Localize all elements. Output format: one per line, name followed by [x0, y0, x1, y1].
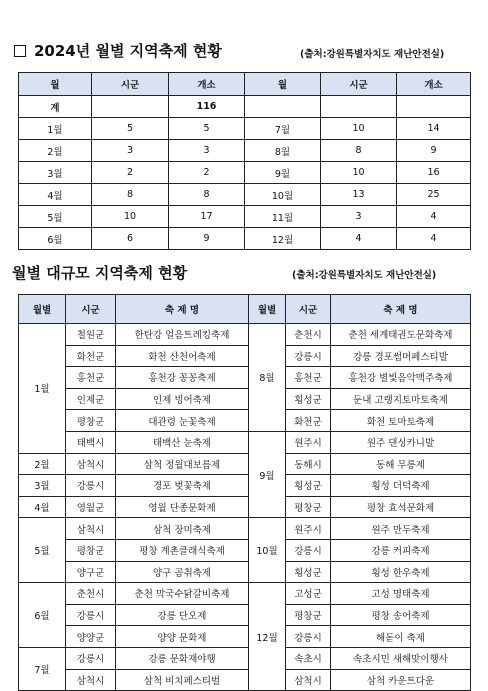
col-header: 축 제 명 [116, 295, 249, 324]
cell: 25 [397, 184, 471, 206]
col-header: 월별 [19, 295, 66, 324]
festival-cell: 평창 효석문화제 [331, 496, 471, 518]
monthly-festival-count-table [18, 72, 471, 250]
table-row [19, 324, 471, 346]
city-cell: 속초시 [286, 647, 331, 669]
cell [397, 96, 471, 118]
cell: 3 [169, 140, 245, 162]
source-note: (출처:강원특별자치도 재난안전실) [292, 270, 437, 281]
table-row [19, 604, 471, 626]
city-cell: 평창군 [286, 604, 331, 626]
city-cell: 양양군 [66, 626, 116, 648]
table-header-row [19, 73, 471, 96]
cell: 10 [92, 206, 169, 228]
festival-cell: 인제 빙어축제 [116, 388, 249, 410]
city-cell: 철원군 [66, 324, 116, 346]
festival-cell: 홍천강 별빛음악맥주축제 [331, 367, 471, 389]
title-text: 2024년 월별 지역축제 현황 [34, 42, 222, 60]
table-row [19, 345, 471, 367]
city-cell: 평창군 [66, 410, 116, 432]
city-cell: 강릉시 [66, 647, 116, 669]
month-cell: 5월 [19, 518, 66, 583]
city-cell: 강릉시 [286, 345, 331, 367]
cell [321, 96, 397, 118]
cell: 6 [92, 228, 169, 250]
col-header: 개소 [397, 73, 471, 96]
cell: 11월 [245, 206, 321, 228]
festival-cell: 대관령 눈꽃축제 [116, 410, 249, 432]
col-header: 시군 [321, 73, 397, 96]
city-cell: 횡성군 [286, 388, 331, 410]
cell: 2 [92, 162, 169, 184]
month-cell: 10월 [249, 518, 286, 583]
city-cell: 인제군 [66, 388, 116, 410]
festival-cell: 고성 명태축제 [331, 583, 471, 605]
festival-cell: 태백산 눈축제 [116, 431, 249, 453]
city-cell: 삼척시 [66, 518, 116, 540]
col-header: 월별 [249, 295, 286, 324]
col-header: 축 제 명 [331, 295, 471, 324]
table-row [19, 475, 471, 497]
city-cell: 강릉시 [286, 539, 331, 561]
month-cell: 12월 [249, 583, 286, 691]
cell: 3월 [19, 162, 92, 184]
cell: 6월 [19, 228, 92, 250]
total-row [19, 96, 471, 118]
table-row [19, 118, 471, 140]
festival-cell: 횡성 한우축제 [331, 561, 471, 583]
city-cell: 영월군 [66, 496, 116, 518]
table-row [19, 626, 471, 648]
festival-cell: 화천 산천어축제 [116, 345, 249, 367]
festival-cell: 삼척 카운트다운 [331, 669, 471, 691]
cell: 13 [321, 184, 397, 206]
city-cell: 고성군 [286, 583, 331, 605]
festival-cell: 강릉 커피축제 [331, 539, 471, 561]
city-cell: 화천군 [66, 345, 116, 367]
festival-cell: 한탄강 얼음트레킹축제 [116, 324, 249, 346]
month-cell: 2월 [19, 453, 66, 475]
cell: 2 [169, 162, 245, 184]
large-festival-table [18, 294, 471, 691]
cell: 8 [92, 184, 169, 206]
cell: 14 [397, 118, 471, 140]
table-row [19, 140, 471, 162]
cell [92, 96, 169, 118]
cell: 3 [92, 140, 169, 162]
festival-cell: 횡성 더덕축제 [331, 475, 471, 497]
cell: 8월 [245, 140, 321, 162]
source-note: (출처:강원특별자치도 재난안전실) [300, 49, 445, 60]
cell: 9월 [245, 162, 321, 184]
city-cell: 강릉시 [66, 475, 116, 497]
festival-cell: 강릉 문화재야행 [116, 647, 249, 669]
festival-cell: 속초시민 새해맞이행사 [331, 647, 471, 669]
festival-cell: 삼척 정월대보름제 [116, 453, 249, 475]
cell: 9 [397, 140, 471, 162]
cell [245, 96, 321, 118]
cell: 8 [321, 140, 397, 162]
festival-cell: 강릉 경포썸머페스티발 [331, 345, 471, 367]
festival-cell: 동해 무릉제 [331, 453, 471, 475]
cell: 7월 [245, 118, 321, 140]
cell: 2월 [19, 140, 92, 162]
festival-cell: 경포 벚꽃축제 [116, 475, 249, 497]
festival-cell: 춘천 세계태권도문화축제 [331, 324, 471, 346]
col-header: 월 [245, 73, 321, 96]
cell: 4 [397, 228, 471, 250]
festival-cell: 평창 송어축제 [331, 604, 471, 626]
city-cell: 삼척시 [66, 453, 116, 475]
festival-cell: 영월 단종문화제 [116, 496, 249, 518]
festival-cell: 강릉 단오제 [116, 604, 249, 626]
col-header: 시군 [286, 295, 331, 324]
month-cell: 6월 [19, 583, 66, 648]
table-row [19, 206, 471, 228]
month-cell: 4월 [19, 496, 66, 518]
table-row [19, 184, 471, 206]
month-cell: 1월 [19, 324, 66, 454]
cell: 1월 [19, 118, 92, 140]
city-cell: 삼척시 [66, 669, 116, 691]
festival-cell: 삼척 장미축제 [116, 518, 249, 540]
festival-cell: 화천 토마토축제 [331, 410, 471, 432]
col-header: 개소 [169, 73, 245, 96]
city-cell: 양구군 [66, 561, 116, 583]
table-row [19, 561, 471, 583]
month-cell: 9월 [249, 431, 286, 517]
cell: 4 [321, 228, 397, 250]
cell: 10 [321, 118, 397, 140]
city-cell: 동해시 [286, 453, 331, 475]
festival-cell: 해돋이 축제 [331, 626, 471, 648]
col-header: 시군 [66, 295, 116, 324]
cell: 10 [321, 162, 397, 184]
city-cell: 홍천군 [66, 367, 116, 389]
city-cell: 홍천군 [286, 367, 331, 389]
city-cell: 평창군 [66, 539, 116, 561]
cell: 5월 [19, 206, 92, 228]
festival-cell: 홍천강 꽁꽁축제 [116, 367, 249, 389]
section-title-monthly-festivals [14, 40, 222, 61]
city-cell: 원주시 [286, 431, 331, 453]
festival-cell: 원주 댄싱카니발 [331, 431, 471, 453]
table-row [19, 228, 471, 250]
city-cell: 삼척시 [286, 669, 331, 691]
city-cell: 횡성군 [286, 475, 331, 497]
section-title-large-festivals: 월별 대규모 지역축제 현황 [12, 264, 188, 282]
city-cell: 강릉시 [66, 604, 116, 626]
month-cell: 8월 [249, 324, 286, 432]
cell: 12월 [245, 228, 321, 250]
city-cell: 원주시 [286, 518, 331, 540]
cell: 9 [169, 228, 245, 250]
table-row [19, 518, 471, 540]
table-header-row [19, 295, 471, 324]
col-header: 월 [19, 73, 92, 96]
month-cell: 3월 [19, 475, 66, 497]
city-cell: 화천군 [286, 410, 331, 432]
city-cell: 춘천시 [66, 583, 116, 605]
city-cell: 춘천시 [286, 324, 331, 346]
cell: 10월 [245, 184, 321, 206]
total-label: 계 [19, 96, 92, 118]
city-cell: 태백시 [66, 431, 116, 453]
festival-cell: 삼척 비치페스티벌 [116, 669, 249, 691]
table-row [19, 367, 471, 389]
festival-cell: 둔내 고랭지토마토축제 [331, 388, 471, 410]
cell: 17 [169, 206, 245, 228]
table-row [19, 431, 471, 453]
table-row [19, 647, 471, 669]
city-cell: 횡성군 [286, 561, 331, 583]
cell: 16 [397, 162, 471, 184]
table-row [19, 162, 471, 184]
city-cell: 평창군 [286, 496, 331, 518]
cell: 4월 [19, 184, 92, 206]
cell: 3 [321, 206, 397, 228]
festival-cell: 원주 만두축제 [331, 518, 471, 540]
city-cell: 강릉시 [286, 626, 331, 648]
festival-cell: 양양 문화제 [116, 626, 249, 648]
table-row [19, 410, 471, 432]
festival-cell: 양구 곰취축제 [116, 561, 249, 583]
col-header: 시군 [92, 73, 169, 96]
table-row [19, 583, 471, 605]
cell: 5 [169, 118, 245, 140]
table-row [19, 388, 471, 410]
table-row [19, 496, 471, 518]
checkbox-bullet-icon [14, 45, 26, 57]
festival-cell: 춘천 막국수닭갈비축제 [116, 583, 249, 605]
festival-cell: 평창 계촌클래식축제 [116, 539, 249, 561]
table-row [19, 669, 471, 691]
month-cell: 7월 [19, 647, 66, 690]
cell: 5 [92, 118, 169, 140]
total-count: 116 [169, 96, 245, 118]
cell: 8 [169, 184, 245, 206]
table-row [19, 453, 471, 475]
table-row [19, 539, 471, 561]
cell: 4 [397, 206, 471, 228]
